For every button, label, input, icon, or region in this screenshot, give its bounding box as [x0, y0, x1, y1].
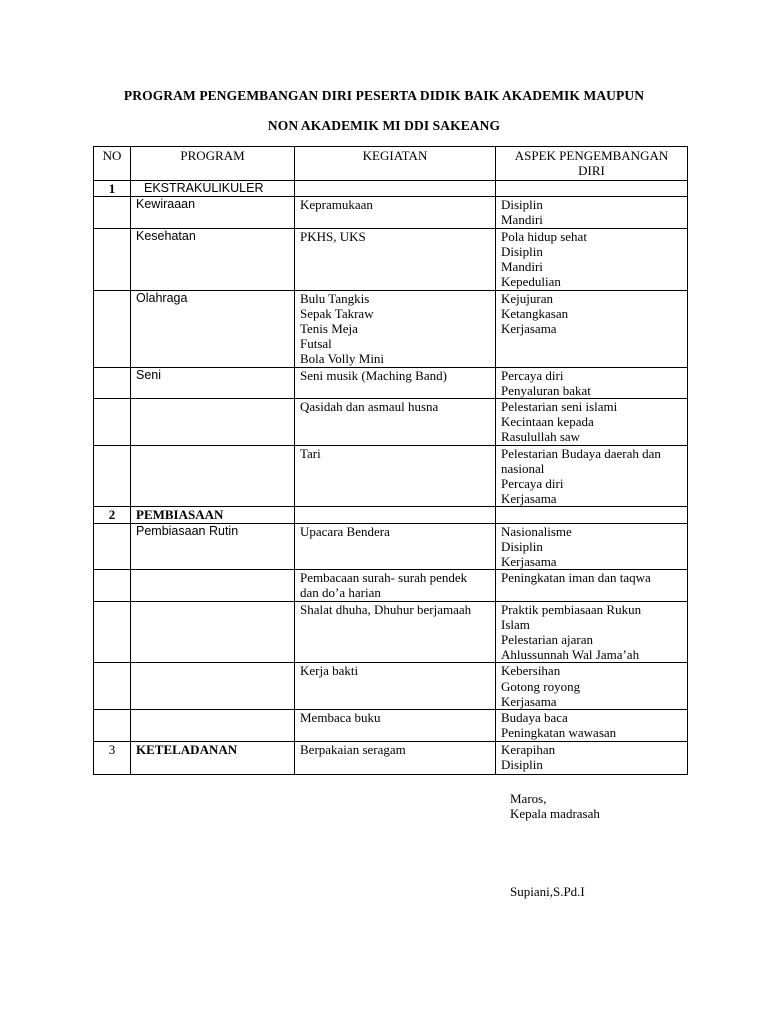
table-row [94, 228, 688, 290]
aspek-line: Peningkatan iman dan taqwa [501, 570, 651, 586]
cell-program: KETELADANAN [131, 741, 295, 774]
cell-kegiatan [295, 710, 496, 741]
cell-aspek [496, 710, 688, 741]
header-kegiatan: KEGIATAN [295, 147, 496, 181]
cell-program: EKSTRAKULIKULER [131, 181, 295, 197]
cell-no [94, 290, 131, 367]
table-header-row [94, 147, 688, 181]
aspek-line: Percaya diri [501, 367, 564, 383]
aspek-line: Mandiri [501, 259, 543, 275]
aspek-line: Kebersihan [501, 663, 561, 679]
cell-program [131, 663, 295, 710]
kegiatan-line: Tenis Meja [300, 321, 358, 337]
table-row [94, 367, 688, 398]
cell-no: 1 [94, 181, 131, 197]
cell-aspek [496, 445, 688, 507]
aspek-line: Ahlussunnah Wal Jama’ah [501, 647, 640, 663]
table-row [94, 445, 688, 507]
cell-no [94, 601, 131, 663]
cell-program: Kewiraaan [131, 197, 295, 228]
cell-no [94, 523, 131, 570]
table-row [94, 181, 688, 197]
aspek-line: Penyaluran bakat [501, 382, 591, 398]
aspek-line: Kerjasama [501, 321, 557, 337]
table-row [94, 663, 688, 710]
aspek-line: nasional [501, 460, 545, 476]
kegiatan-line: Berpakaian seragam [300, 741, 406, 757]
program-table [93, 146, 688, 775]
aspek-line: Kerapihan [501, 741, 556, 757]
aspek-line: Kerjasama [501, 491, 557, 507]
aspek-line: Budaya baca [501, 710, 568, 726]
cell-kegiatan [295, 663, 496, 710]
cell-aspek [496, 663, 688, 710]
cell-aspek [496, 741, 688, 774]
cell-kegiatan [295, 197, 496, 228]
cell-kegiatan [295, 181, 496, 197]
cell-aspek [496, 399, 688, 446]
cell-no [94, 710, 131, 741]
cell-program: Pembiasaan Rutin [131, 523, 295, 570]
cell-no: 2 [94, 507, 131, 523]
cell-program: Seni [131, 367, 295, 398]
cell-kegiatan [295, 601, 496, 663]
table-row [94, 523, 688, 570]
aspek-line: Kepedulian [501, 274, 561, 290]
kegiatan-line: Pembacaan surah- surah pendek [300, 570, 468, 586]
aspek-line: Islam [501, 616, 530, 632]
aspek-line: Kejujuran [501, 290, 553, 306]
cell-no [94, 399, 131, 446]
table-row [94, 710, 688, 741]
cell-kegiatan [295, 741, 496, 774]
aspek-line: Percaya diri [501, 476, 564, 492]
aspek-line: Nasionalisme [501, 523, 572, 539]
cell-no [94, 570, 131, 601]
cell-kegiatan [295, 290, 496, 367]
signature-role: Kepala madrasah [510, 806, 600, 821]
cell-program: PEMBIASAAN [131, 507, 295, 523]
aspek-line: Gotong royong [501, 678, 581, 694]
signature-name: Supiani,S.Pd.I [510, 884, 585, 899]
cell-program [131, 710, 295, 741]
cell-aspek [496, 523, 688, 570]
cell-aspek [496, 570, 688, 601]
aspek-line: Peningkatan wawasan [501, 725, 617, 741]
kegiatan-line: Qasidah dan asmaul husna [300, 399, 439, 415]
aspek-line: Pelestarian Budaya daerah dan [501, 445, 661, 461]
cell-kegiatan [295, 445, 496, 507]
cell-kegiatan [295, 507, 496, 523]
cell-aspek [496, 601, 688, 663]
cell-aspek [496, 290, 688, 367]
cell-program [131, 601, 295, 663]
aspek-line: Kerjasama [501, 554, 557, 570]
cell-aspek [496, 181, 688, 197]
kegiatan-line: Tari [300, 445, 321, 461]
table-row [94, 399, 688, 446]
cell-no [94, 663, 131, 710]
document-title-line-1: PROGRAM PENGEMBANGAN DIRI PESERTA DIDIK BAIK AKADEMIK MAUPUN [123, 88, 645, 103]
cell-aspek [496, 228, 688, 290]
aspek-line: Disiplin [501, 756, 543, 772]
cell-kegiatan [295, 523, 496, 570]
aspek-line: Mandiri [501, 212, 543, 228]
cell-aspek [496, 367, 688, 398]
cell-program [131, 399, 295, 446]
cell-no [94, 367, 131, 398]
table-row [94, 507, 688, 523]
aspek-line: Pelestarian ajaran [501, 632, 594, 648]
aspek-line: Pelestarian seni islami [501, 399, 618, 415]
aspek-line: Disiplin [501, 197, 543, 213]
aspek-line: Rasulullah saw [501, 429, 581, 445]
aspek-line: Kecintaan kepada [501, 414, 594, 430]
table-row [94, 290, 688, 367]
kegiatan-line: PKHS, UKS [300, 228, 366, 244]
aspek-line: Pola hidup sehat [501, 228, 587, 244]
kegiatan-line: Seni musik (Maching Band) [300, 367, 447, 383]
header-aspek: ASPEK PENGEMBANGAN DIRI [496, 147, 688, 181]
cell-no: 3 [94, 741, 131, 774]
kegiatan-line: Upacara Bendera [300, 523, 390, 539]
cell-no [94, 197, 131, 228]
document-title-line-2: NON AKADEMIK MI DDI SAKEANG [267, 118, 501, 133]
cell-kegiatan [295, 228, 496, 290]
table-row [94, 601, 688, 663]
cell-program [131, 570, 295, 601]
signature-place: Maros, [510, 791, 547, 806]
kegiatan-line: Membaca buku [300, 710, 381, 726]
cell-no [94, 228, 131, 290]
table-row [94, 570, 688, 601]
cell-program: Olahraga [131, 290, 295, 367]
table-row [94, 197, 688, 228]
cell-kegiatan [295, 399, 496, 446]
cell-kegiatan [295, 570, 496, 601]
header-no: NO [94, 147, 131, 181]
cell-aspek [496, 507, 688, 523]
table-row [94, 741, 688, 774]
kegiatan-line: Bola Volly Mini [300, 351, 385, 367]
aspek-line: Praktik pembiasaan Rukun [501, 601, 642, 617]
aspek-line: Disiplin [501, 243, 543, 259]
kegiatan-line: Bulu Tangkis [300, 290, 370, 306]
kegiatan-line: Kepramukaan [300, 197, 373, 213]
aspek-line: Kerjasama [501, 693, 557, 709]
aspek-line: Ketangkasan [501, 305, 569, 321]
aspek-line: Disiplin [501, 538, 543, 554]
kegiatan-line: Futsal [300, 336, 332, 352]
cell-aspek [496, 197, 688, 228]
cell-no [94, 445, 131, 507]
kegiatan-line: Kerja bakti [300, 663, 359, 679]
cell-kegiatan [295, 367, 496, 398]
cell-program [131, 445, 295, 507]
header-program: PROGRAM [131, 147, 295, 181]
cell-program: Kesehatan [131, 228, 295, 290]
kegiatan-line: dan do’a harian [300, 585, 381, 601]
kegiatan-line: Sepak Takraw [300, 305, 374, 321]
kegiatan-line: Shalat dhuha, Dhuhur berjamaah [300, 601, 472, 617]
